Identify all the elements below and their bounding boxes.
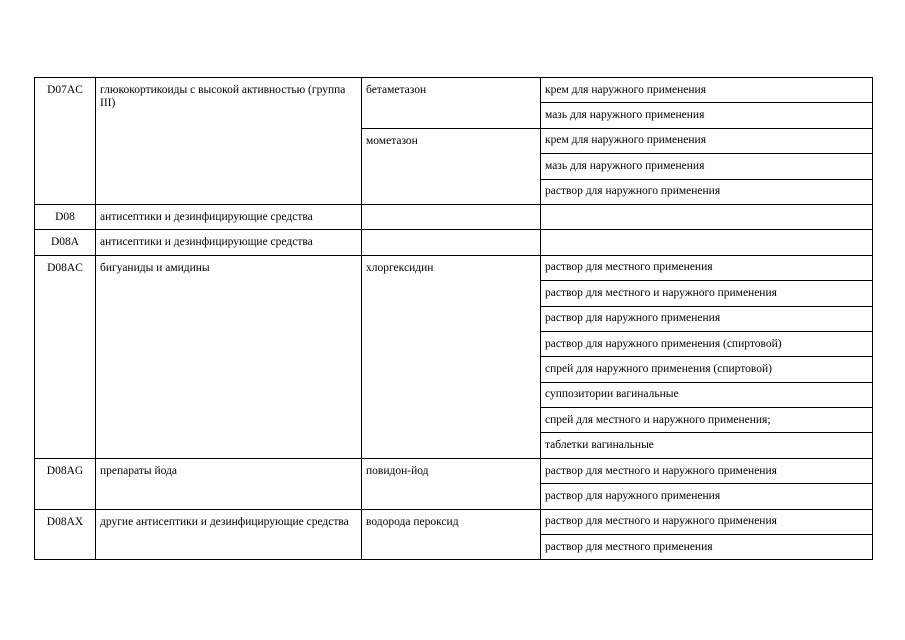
dosage-form-cell: раствор для местного и наружного применения [541, 458, 873, 483]
atc-code-cell: D08AG [35, 458, 96, 509]
medication-table-body [35, 78, 873, 560]
atc-group-name-cell: антисептики и дезинфицирующие средства [96, 204, 362, 229]
dosage-form-cell: раствор для местного и наружного применения [541, 509, 873, 534]
table-row [35, 78, 873, 103]
dosage-form-cell: раствор для наружного применения [541, 306, 873, 331]
dosage-form-cell: раствор для наружного применения (спиртовой) [541, 331, 873, 356]
atc-code-cell: D08A [35, 230, 96, 255]
atc-group-name-cell: другие антисептики и дезинфицирующие средства [96, 509, 362, 560]
atc-group-name-cell: препараты йода [96, 458, 362, 509]
atc-code-cell: D08AX [35, 509, 96, 560]
medication-table [34, 77, 873, 560]
drug-name-cell: хлоргексидин [362, 255, 541, 458]
atc-group-name-cell: бигуаниды и амидины [96, 255, 362, 458]
table-row [35, 255, 873, 280]
atc-group-name-cell: глюкокортикоиды с высокой активностью (группа III) [96, 78, 362, 205]
dosage-form-cell: спрей для наружного применения (спиртовой) [541, 357, 873, 382]
drug-name-cell: бетаметазон [362, 78, 541, 129]
dosage-form-cell [541, 230, 873, 255]
dosage-form-cell: раствор для наружного применения [541, 484, 873, 509]
table-row [35, 509, 873, 534]
atc-code-cell: D08AC [35, 255, 96, 458]
dosage-form-cell: раствор для местного применения [541, 535, 873, 560]
table-row [35, 230, 873, 255]
table-row [35, 458, 873, 483]
dosage-form-cell: крем для наружного применения [541, 78, 873, 103]
drug-name-cell [362, 230, 541, 255]
drug-name-cell [362, 204, 541, 229]
atc-code-cell: D08 [35, 204, 96, 229]
dosage-form-cell: крем для наружного применения [541, 128, 873, 153]
drug-name-cell: водорода пероксид [362, 509, 541, 560]
dosage-form-cell: мазь для наружного применения [541, 154, 873, 179]
dosage-form-cell: раствор для местного и наружного применения [541, 281, 873, 306]
dosage-form-cell: раствор для местного применения [541, 255, 873, 280]
dosage-form-cell: мазь для наружного применения [541, 103, 873, 128]
dosage-form-cell: спрей для местного и наружного применения; [541, 408, 873, 433]
dosage-form-cell: раствор для наружного применения [541, 179, 873, 204]
atc-code-cell: D07AC [35, 78, 96, 205]
drug-name-cell: повидон-йод [362, 458, 541, 509]
atc-group-name-cell: антисептики и дезинфицирующие средства [96, 230, 362, 255]
drug-name-cell: мометазон [362, 128, 541, 204]
dosage-form-cell: суппозитории вагинальные [541, 382, 873, 407]
dosage-form-cell: таблетки вагинальные [541, 433, 873, 458]
dosage-form-cell [541, 204, 873, 229]
table-row [35, 204, 873, 229]
